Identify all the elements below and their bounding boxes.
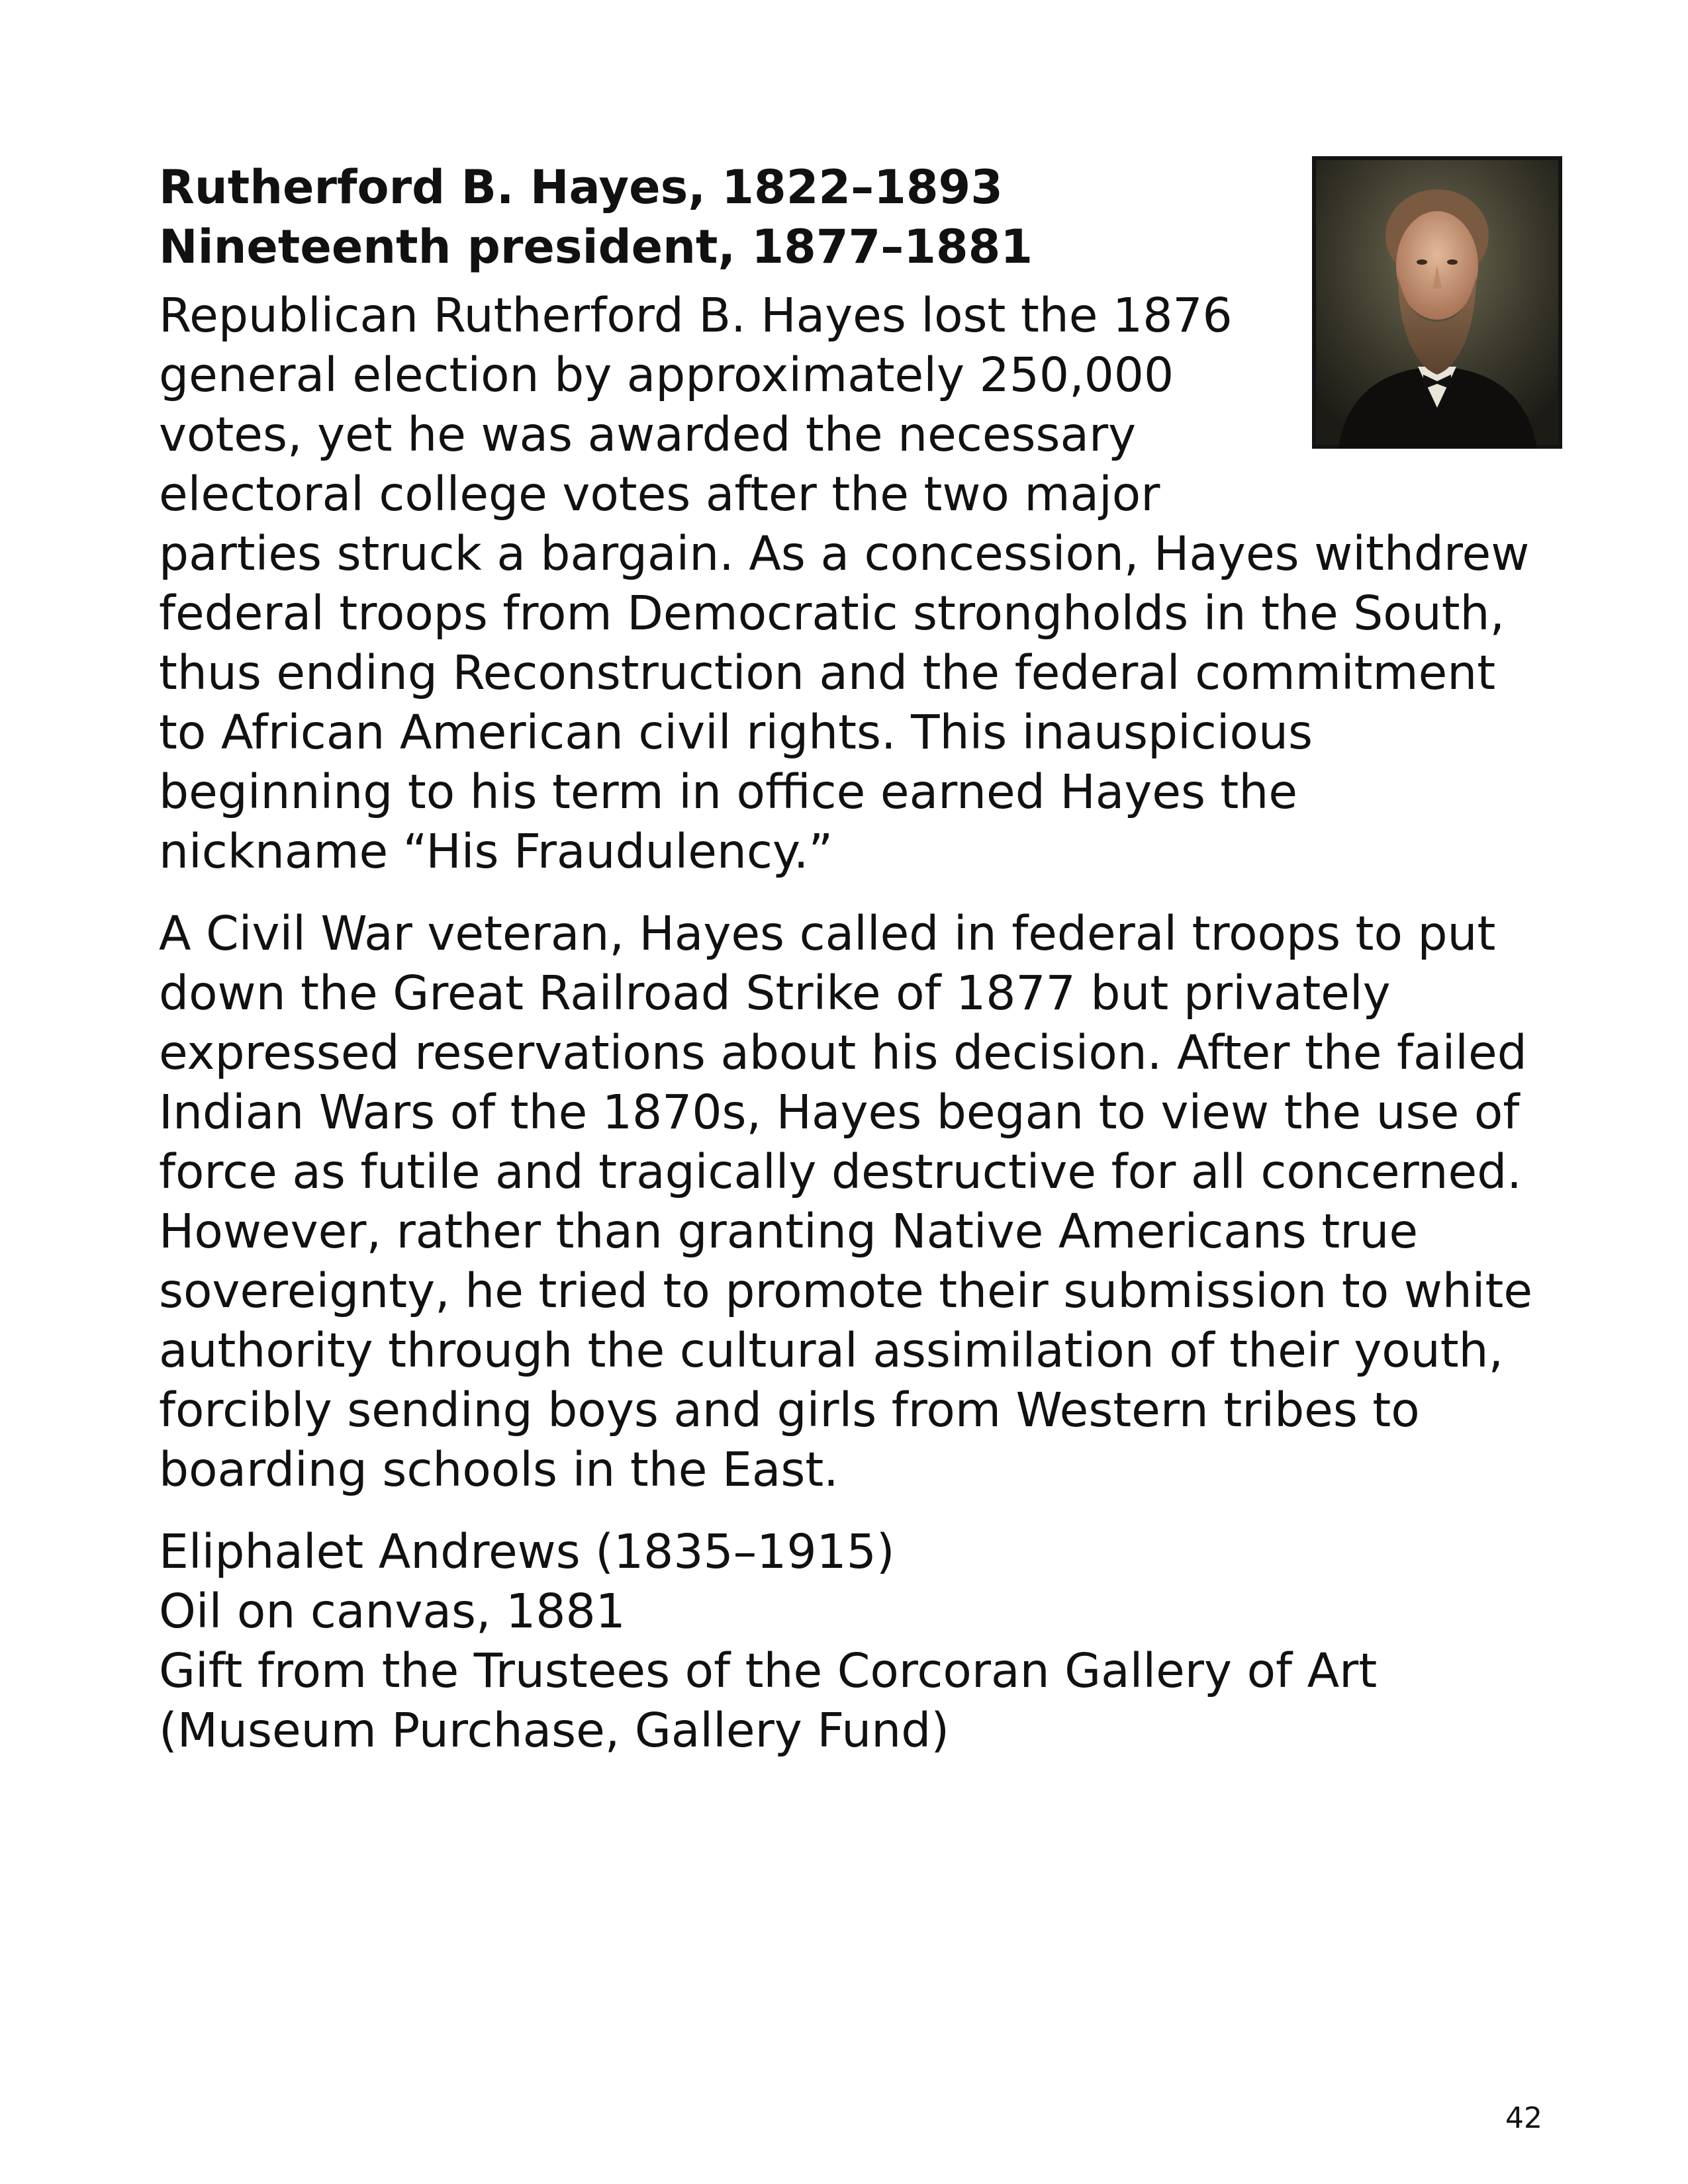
artwork-credit <box>159 1522 1536 1760</box>
credit-artist: Eliphalet Andrews (1835–1915) <box>159 1524 895 1579</box>
title-line-office: Nineteenth president, 1877–1881 <box>159 220 1033 274</box>
portrait-painting <box>1312 156 1562 449</box>
credit-gift-line-2: (Museum Purchase, Gallery Fund) <box>159 1703 950 1758</box>
credit-gift-line-1: Gift from the Trustees of the Corcoran Gallery of Art <box>159 1643 1378 1698</box>
portrait-image <box>1312 156 1562 449</box>
credit-medium: Oil on canvas, 1881 <box>159 1584 626 1639</box>
paragraph-election: Republican Rutherford B. Hayes lost the 1876 general election by approximately 250,000 votes, yet he was awarded the necessary electoral college votes after the two major parties struck a bargain. As a concession, Hayes withdrew federal troops from Democratic strongholds in the South, thus ending Reconstruction and the federal commitment to African American civil rights. This inauspicious beginning to his term in office earned Hayes the nickname “His Fraudulency.” <box>159 288 1530 879</box>
label-content <box>159 158 1536 1760</box>
page-number: 42 <box>1505 2101 1542 2135</box>
paragraph-career: A Civil War veteran, Hayes called in federal troops to put down the Great Railroad Strike of 1877 but privately expressed reservations about his decision. After the failed Indian Wars of the 1870s, Hayes began to view the use of force as futile and tragically destructive for all concerned. However, rather than granting Native Americans true sovereignty, he tried to promote their submission to white authority through the cultural assimilation of their youth, forcibly sending boys and girls from Western tribes to boarding schools in the East. <box>159 906 1533 1497</box>
title-line-name: Rutherford B. Hayes, 1822–1893 <box>159 160 1003 214</box>
